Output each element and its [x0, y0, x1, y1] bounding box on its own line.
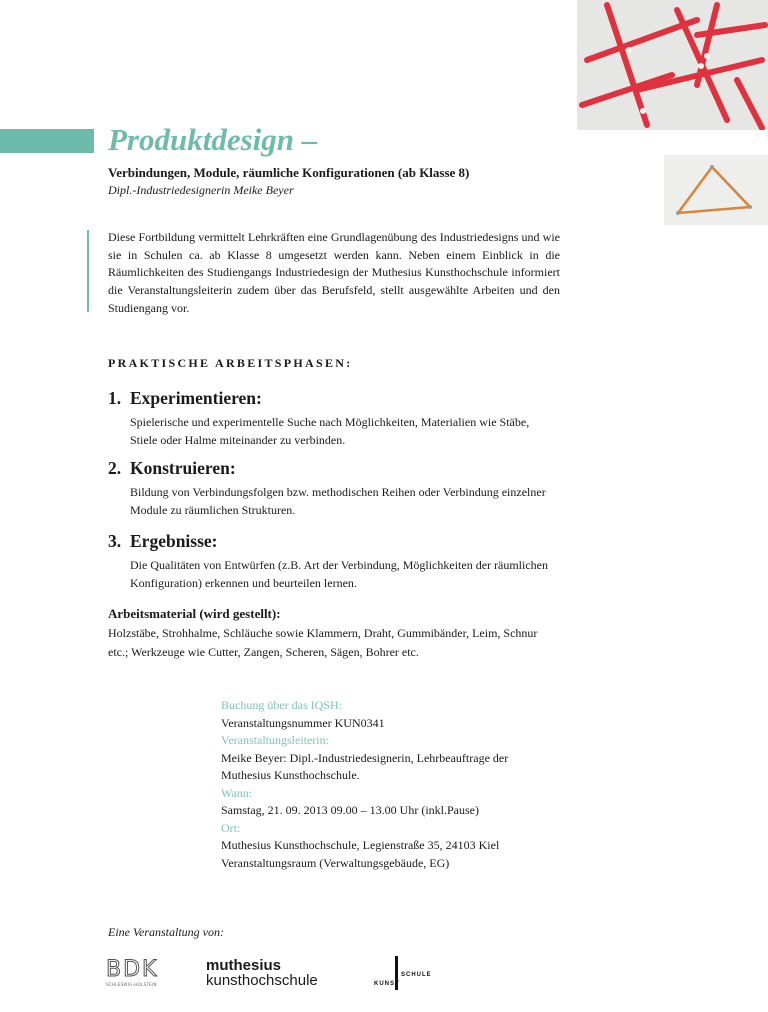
- phase-number: 3.: [108, 531, 122, 551]
- phase-description: Bildung von Verbindungsfolgen bzw. methodischen Reihen oder Verbindung einzelner Module zu räumlichen Strukturen.: [130, 485, 546, 517]
- phase-title: [108, 387, 558, 409]
- where-line-2: Veranstaltungsraum (Verwaltungsgebäude, EG): [221, 855, 450, 870]
- intro-paragraph: Diese Fortbildung vermittelt Lehrkräften eine Grundlagenübung des Industriedesigns und wie sie in Schulen ca. ab Klasse 8 umgesetzt werden kann. Neben einem Einblick in die Räumlichkeiten des Studiengangs Industriedesign der Muthesius Kunsthochschule informiert die Veranstaltungsleiterin zudem über das Berufsfeld, stellt ausgewählte Arbeiten und den Studiengang vor.: [108, 230, 560, 315]
- where-label: Ort:: [221, 820, 241, 835]
- material-heading: Arbeitsmaterial (wird gestellt):: [108, 606, 281, 621]
- stick-triangle-illustration: [664, 155, 768, 225]
- phase-title-text: Experimentieren:: [130, 388, 262, 408]
- muthesius-logo-line-1: muthesius: [206, 957, 282, 974]
- bdk-logo-text: BDK: [106, 957, 159, 982]
- stick-triangle-photo: [664, 155, 768, 225]
- author-line: Dipl.-Industriedesignerin Meike Beyer: [108, 183, 294, 197]
- phase-title-text: Konstruieren:: [130, 458, 236, 478]
- bdk-logo-subtext: SCHLESWIG-HOLSTEIN: [106, 982, 157, 987]
- red-sticks-illustration: [577, 0, 768, 130]
- page-subtitle: Verbindungen, Module, räumliche Konfigurationen (ab Klasse 8): [108, 165, 470, 180]
- leader-line-2: Muthesius Kunsthochschule.: [221, 768, 360, 782]
- intro-side-rule: [87, 230, 89, 312]
- booking-info: [221, 697, 581, 872]
- leader-label: Veranstaltungsleiterin:: [221, 733, 329, 747]
- page-title: Produktdesign –: [108, 122, 318, 157]
- schule-kunst-logo-schule: SCHULE: [401, 972, 432, 978]
- when-value: Samstag, 21. 09. 2013 09.00 – 13.00 Uhr (inkl.Pause): [221, 803, 479, 817]
- muthesius-logo-line-2: kunsthochschule: [206, 972, 318, 989]
- phase-experimentieren: [108, 387, 558, 449]
- organizer-label: Eine Veranstaltung von:: [108, 925, 224, 939]
- booking-label: Buchung über das IQSH:: [221, 698, 342, 712]
- material-text: Holzstäbe, Strohhalme, Schläuche sowie Klammern, Draht, Gummibänder, Leim, Schnur etc.; Werkzeuge wie Cutter, Zangen, Scheren, Sägen, Bohrer etc.: [108, 626, 538, 659]
- where-line-1: Muthesius Kunsthochschule, Legienstraße 35, 24103 Kiel: [221, 838, 500, 852]
- phase-title: [108, 457, 558, 479]
- schule-kunst-logo-kunst: KUNST: [374, 981, 400, 987]
- schule-kunst-logo: [374, 956, 444, 990]
- phase-number: 2.: [108, 458, 122, 478]
- phase-title: [108, 530, 558, 552]
- phase-konstruieren: [108, 457, 558, 519]
- phase-description: Die Qualitäten von Entwürfen (z.B. Art der Verbindung, Möglichkeiten der räumlichen Konfiguration) erkennen und beurteilen lernen.: [130, 558, 548, 590]
- event-number: Veranstaltungsnummer KUN0341: [221, 715, 385, 730]
- phase-number: 1.: [108, 388, 122, 408]
- phase-description: Spielerische und experimentelle Suche nach Möglichkeiten, Materialien wie Stäbe, Stiele oder Halme miteinander zu verbinden.: [130, 415, 530, 447]
- red-sticks-photo: [577, 0, 768, 130]
- bdk-logo: [106, 958, 172, 992]
- when-label: Wann:: [221, 785, 253, 800]
- muthesius-logo: [206, 958, 346, 992]
- phases-heading: PRAKTISCHE ARBEITSPHASEN:: [108, 356, 353, 370]
- phase-title-text: Ergebnisse:: [130, 531, 218, 551]
- accent-bar: [0, 129, 94, 153]
- leader-line-1: Meike Beyer: Dipl.-Industriedesignerin, Lehrbeauftrage der: [221, 750, 509, 765]
- phase-ergebnisse: [108, 530, 558, 592]
